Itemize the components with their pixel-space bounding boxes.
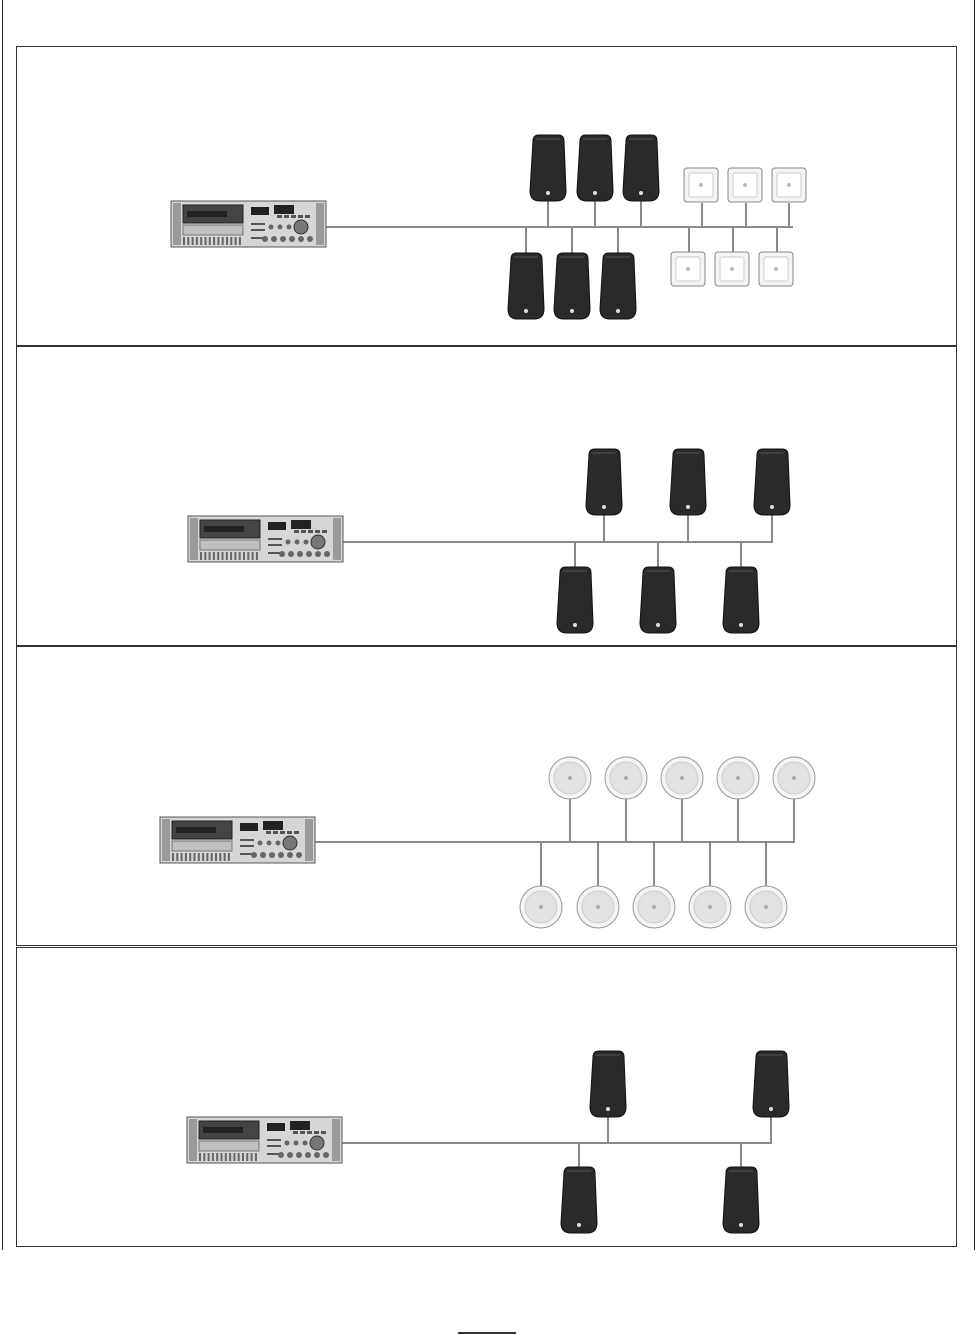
ceiling-speaker-square-icon [684, 168, 718, 202]
panel-3-diagram [17, 647, 958, 947]
ceiling-speaker-round-icon [661, 757, 703, 799]
ceiling-speaker-round-icon [577, 886, 619, 928]
ceiling-speaker-round-icon [605, 757, 647, 799]
box-speaker-icon [561, 1167, 597, 1233]
wiring-panel-1 [16, 46, 957, 346]
ceiling-speaker-square-icon [728, 168, 762, 202]
amplifier-icon [188, 516, 343, 562]
box-speaker-icon [586, 449, 622, 515]
ceiling-speaker-square-icon [671, 252, 705, 286]
ceiling-speaker-round-icon [773, 757, 815, 799]
frame-rule-left [2, 0, 3, 1250]
panel-2-diagram [17, 347, 958, 647]
box-speaker-icon [754, 449, 790, 515]
ceiling-speaker-square-icon [772, 168, 806, 202]
box-speaker-icon [723, 1167, 759, 1233]
ceiling-speaker-round-icon [717, 757, 759, 799]
box-speaker-icon [590, 1051, 626, 1117]
ceiling-speaker-round-icon [745, 886, 787, 928]
box-speaker-icon [530, 135, 566, 201]
panel-4-diagram [17, 948, 958, 1249]
speaker-wire [342, 514, 772, 542]
amplifier-icon [187, 1117, 342, 1163]
ceiling-speaker-round-icon [633, 886, 675, 928]
box-speaker-icon [554, 253, 590, 319]
frame-rule-right [974, 0, 975, 1250]
page-title [0, 0, 1, 1]
box-speaker-icon [600, 253, 636, 319]
box-speaker-icon [577, 135, 613, 201]
speaker-wire [341, 1117, 771, 1143]
speaker-wire [313, 799, 794, 842]
box-speaker-icon [723, 567, 759, 633]
wiring-panel-4 [16, 947, 957, 1247]
box-speaker-icon [508, 253, 544, 319]
wiring-panel-3 [16, 646, 957, 946]
box-speaker-icon [557, 567, 593, 633]
panel-1-diagram [17, 47, 958, 347]
ceiling-speaker-round-icon [689, 886, 731, 928]
wiring-panel-2 [16, 346, 957, 646]
ceiling-speaker-square-icon [759, 252, 793, 286]
amplifier-icon [160, 817, 315, 863]
box-speaker-icon [623, 135, 659, 201]
ceiling-speaker-square-icon [715, 252, 749, 286]
ceiling-speaker-round-icon [549, 757, 591, 799]
box-speaker-icon [753, 1051, 789, 1117]
amplifier-icon [171, 201, 326, 247]
ceiling-speaker-round-icon [520, 886, 562, 928]
box-speaker-icon [640, 567, 676, 633]
box-speaker-icon [670, 449, 706, 515]
